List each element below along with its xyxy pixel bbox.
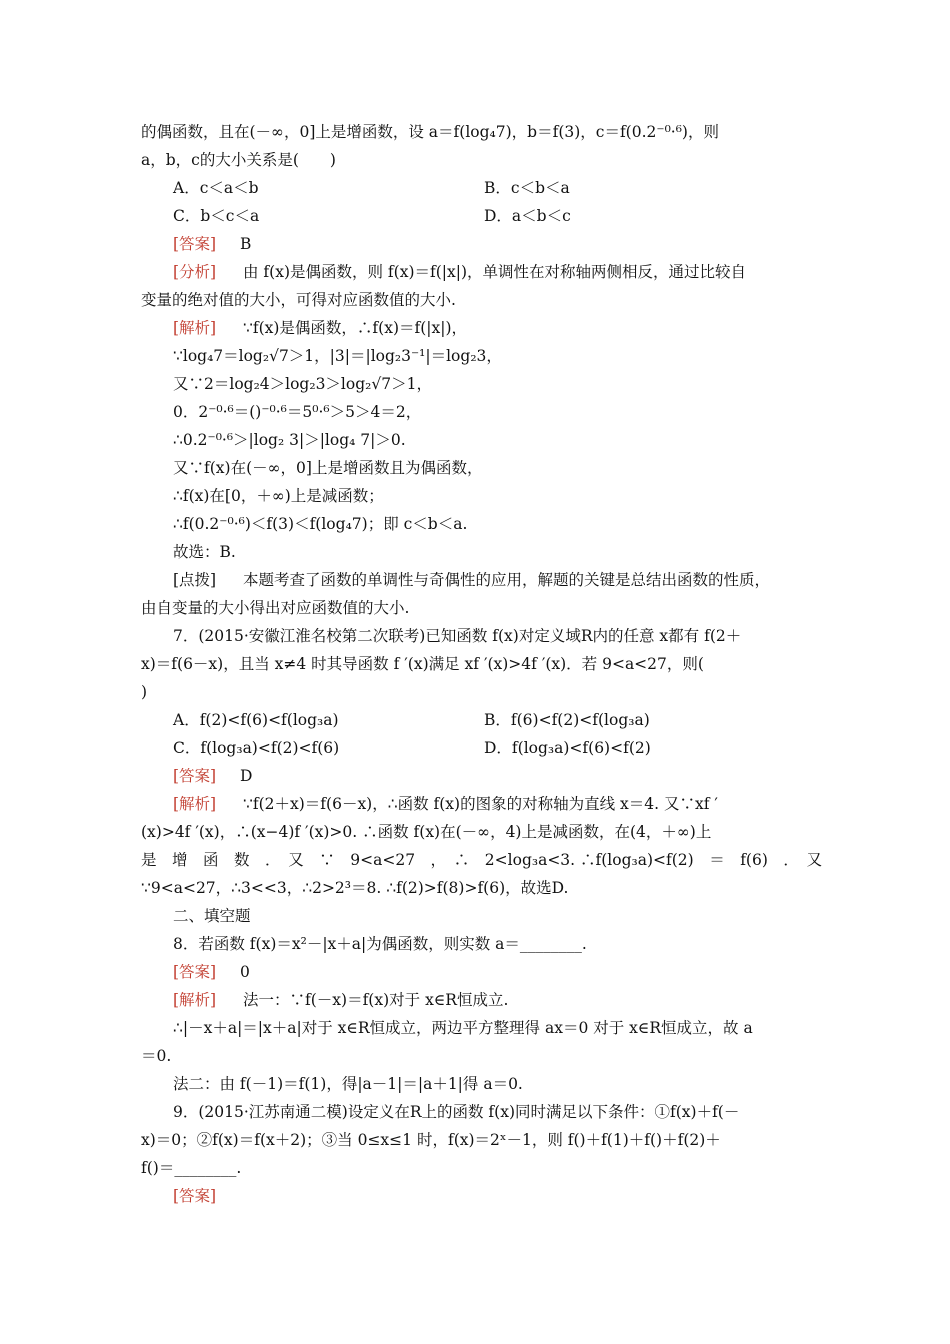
text-line bbox=[0, 847, 950, 873]
text-segment: ∵log₄7＝log₂√7＞1，|3|＝|log₂3⁻¹|＝log₂3， bbox=[173, 347, 502, 365]
text-segment: ∵9<a<27，∴3<<3，∴2>2³＝8. ∴f(2)>f(8)>f(6)，故选D. bbox=[141, 879, 569, 897]
text-line bbox=[0, 119, 950, 145]
text-segment: 法二：由 f(－1)＝f(1)，得|a－1|＝|a＋1|得 a＝0. bbox=[173, 1075, 523, 1093]
text-line bbox=[0, 511, 950, 537]
text-line bbox=[0, 875, 950, 901]
text-segment: a，b，c的大小关系是( ) bbox=[141, 151, 336, 169]
text-segment: 9．(2015·江苏南通二模)设定义在R上的函数 f(x)同时满足以下条件：①f(x)＋f(－ bbox=[173, 1103, 740, 1121]
text-segment: ∴f(0.2⁻⁰·⁶)＜f(3)＜f(log₄7)；即 c＜b＜a. bbox=[173, 515, 468, 533]
text-line bbox=[0, 819, 950, 845]
text-segment: C．f(log₃a)<f(2)<f(6) bbox=[173, 739, 340, 757]
text-segment: A．f(2)<f(6)<f(log₃a) bbox=[173, 711, 339, 729]
text-line bbox=[0, 595, 950, 621]
text-line bbox=[0, 1183, 950, 1209]
text-line bbox=[0, 931, 950, 957]
text-segment: D．a＜b＜c bbox=[484, 207, 571, 225]
text-line bbox=[0, 175, 950, 201]
text-line bbox=[0, 791, 950, 817]
text-segment: 是 增 函 数 ． 又 ∵ 9<a<27 ， ∴ 2<log₃a<3. ∴f(log₃a)<f(2) ＝ f(6) ． 又 bbox=[141, 851, 823, 869]
text-segment: (x)>4f ′(x)，∴(x−4)f ′(x)>0. ∴函数 f(x)在(－∞，4)上是减函数，在(4，＋∞)上 bbox=[141, 823, 712, 841]
text-segment: 法一：∵f(－x)＝f(x)对于 x∈R恒成立. bbox=[243, 991, 509, 1009]
section-tag: [解析] bbox=[173, 319, 217, 337]
text-line bbox=[0, 735, 950, 761]
text-segment: ∴0.2⁻⁰·⁶＞|log₂ 3|＞|log₄ 7|＞0. bbox=[173, 431, 406, 449]
text-segment: ) bbox=[141, 683, 148, 701]
text-segment: 0 bbox=[240, 963, 250, 981]
text-line bbox=[0, 427, 950, 453]
text-line bbox=[0, 1015, 950, 1041]
text-line bbox=[0, 1127, 950, 1153]
text-line bbox=[0, 231, 950, 257]
text-line bbox=[0, 315, 950, 341]
text-segment: 7．(2015·安徽江淮名校第二次联考)已知函数 f(x)对定义域R内的任意 x都有 f(2＋ bbox=[173, 627, 742, 645]
text-line bbox=[0, 959, 950, 985]
text-segment: [点拨] bbox=[173, 571, 217, 589]
text-line bbox=[0, 679, 950, 705]
text-line bbox=[0, 1099, 950, 1125]
text-segment: 本题考查了函数的单调性与奇偶性的应用，解题的关键是总结出函数的性质， bbox=[243, 571, 771, 589]
text-segment: B bbox=[240, 235, 252, 253]
text-line bbox=[0, 707, 950, 733]
text-line bbox=[0, 1071, 950, 1097]
text-segment: 变量的绝对值的大小，可得对应函数值的大小. bbox=[141, 291, 456, 309]
section-tag: [答案] bbox=[173, 1187, 217, 1205]
text-line bbox=[0, 483, 950, 509]
text-line bbox=[0, 203, 950, 229]
section-tag: [解析] bbox=[173, 991, 217, 1009]
text-line bbox=[0, 287, 950, 313]
text-segment: B．c＜b＜a bbox=[484, 179, 570, 197]
text-segment: ∴|－x＋a|＝|x＋a|对于 x∈R恒成立，两边平方整理得 ax＝0 对于 x∈R恒成立，故 a bbox=[173, 1019, 753, 1037]
text-segment: x)＝f(6－x)，且当 x≠4 时其导函数 f ′(x)满足 xf ′(x)>4f ′(x)．若 9<a<27，则( bbox=[141, 655, 704, 673]
text-segment: C．b＜c＜a bbox=[173, 207, 260, 225]
text-line bbox=[0, 1043, 950, 1069]
text-segment: ∵f(2＋x)＝f(6－x)，∴函数 f(x)的图象的对称轴为直线 x＝4. 又∵xf ′ bbox=[243, 795, 718, 813]
text-segment: x)＝0；②f(x)＝f(x＋2)；③当 0≤x≤1 时，f(x)＝2ˣ－1，则 f()＋f(1)＋f()＋f(2)＋ bbox=[141, 1131, 721, 1149]
section-tag: [分析] bbox=[173, 263, 217, 281]
text-segment: 由自变量的大小得出对应函数值的大小. bbox=[141, 599, 410, 617]
text-line bbox=[0, 763, 950, 789]
section-tag: [解析] bbox=[173, 795, 217, 813]
text-segment: ∵f(x)是偶函数，∴f(x)＝f(|x|)， bbox=[243, 319, 468, 337]
text-segment: 由 f(x)是偶函数，则 f(x)＝f(|x|)，单调性在对称轴两侧相反，通过比较自 bbox=[243, 263, 747, 281]
text-segment: f()＝________. bbox=[141, 1159, 242, 1177]
text-segment: ＝0. bbox=[141, 1047, 172, 1065]
text-segment: A．c＜a＜b bbox=[173, 179, 259, 197]
text-segment: D bbox=[240, 767, 253, 785]
text-line bbox=[0, 539, 950, 565]
text-line bbox=[0, 987, 950, 1013]
text-line bbox=[0, 343, 950, 369]
section-tag: [答案] bbox=[173, 767, 217, 785]
text-line bbox=[0, 903, 950, 929]
section-tag: [答案] bbox=[173, 963, 217, 981]
text-segment: D．f(log₃a)<f(6)<f(2) bbox=[484, 739, 651, 757]
text-line bbox=[0, 455, 950, 481]
text-line bbox=[0, 399, 950, 425]
text-line bbox=[0, 1155, 950, 1181]
text-line bbox=[0, 147, 950, 173]
text-segment: 的偶函数，且在(－∞，0]上是增函数，设 a＝f(log₄7)，b＝f(3)，c＝f(0.2⁻⁰·⁶)，则 bbox=[141, 123, 719, 141]
text-line bbox=[0, 651, 950, 677]
text-segment: 又∵f(x)在(－∞，0]上是增函数且为偶函数， bbox=[173, 459, 483, 477]
text-segment: 又∵2＝log₂4＞log₂3＞log₂√7＞1， bbox=[173, 375, 432, 393]
text-line bbox=[0, 567, 950, 593]
text-segment: B．f(6)<f(2)<f(log₃a) bbox=[484, 711, 650, 729]
text-segment: 二、填空题 bbox=[173, 907, 251, 925]
section-tag: [答案] bbox=[173, 235, 217, 253]
text-segment: 故选：B. bbox=[173, 543, 236, 561]
text-segment: 0．2⁻⁰·⁶＝()⁻⁰·⁶＝5⁰·⁶＞5＞4＝2， bbox=[173, 403, 422, 421]
text-segment: ∴f(x)在[0，＋∞)上是减函数； bbox=[173, 487, 384, 505]
text-line bbox=[0, 259, 950, 285]
text-line bbox=[0, 623, 950, 649]
text-segment: 8．若函数 f(x)＝x²－|x＋a|为偶函数，则实数 a＝________. bbox=[173, 935, 587, 953]
text-line bbox=[0, 371, 950, 397]
